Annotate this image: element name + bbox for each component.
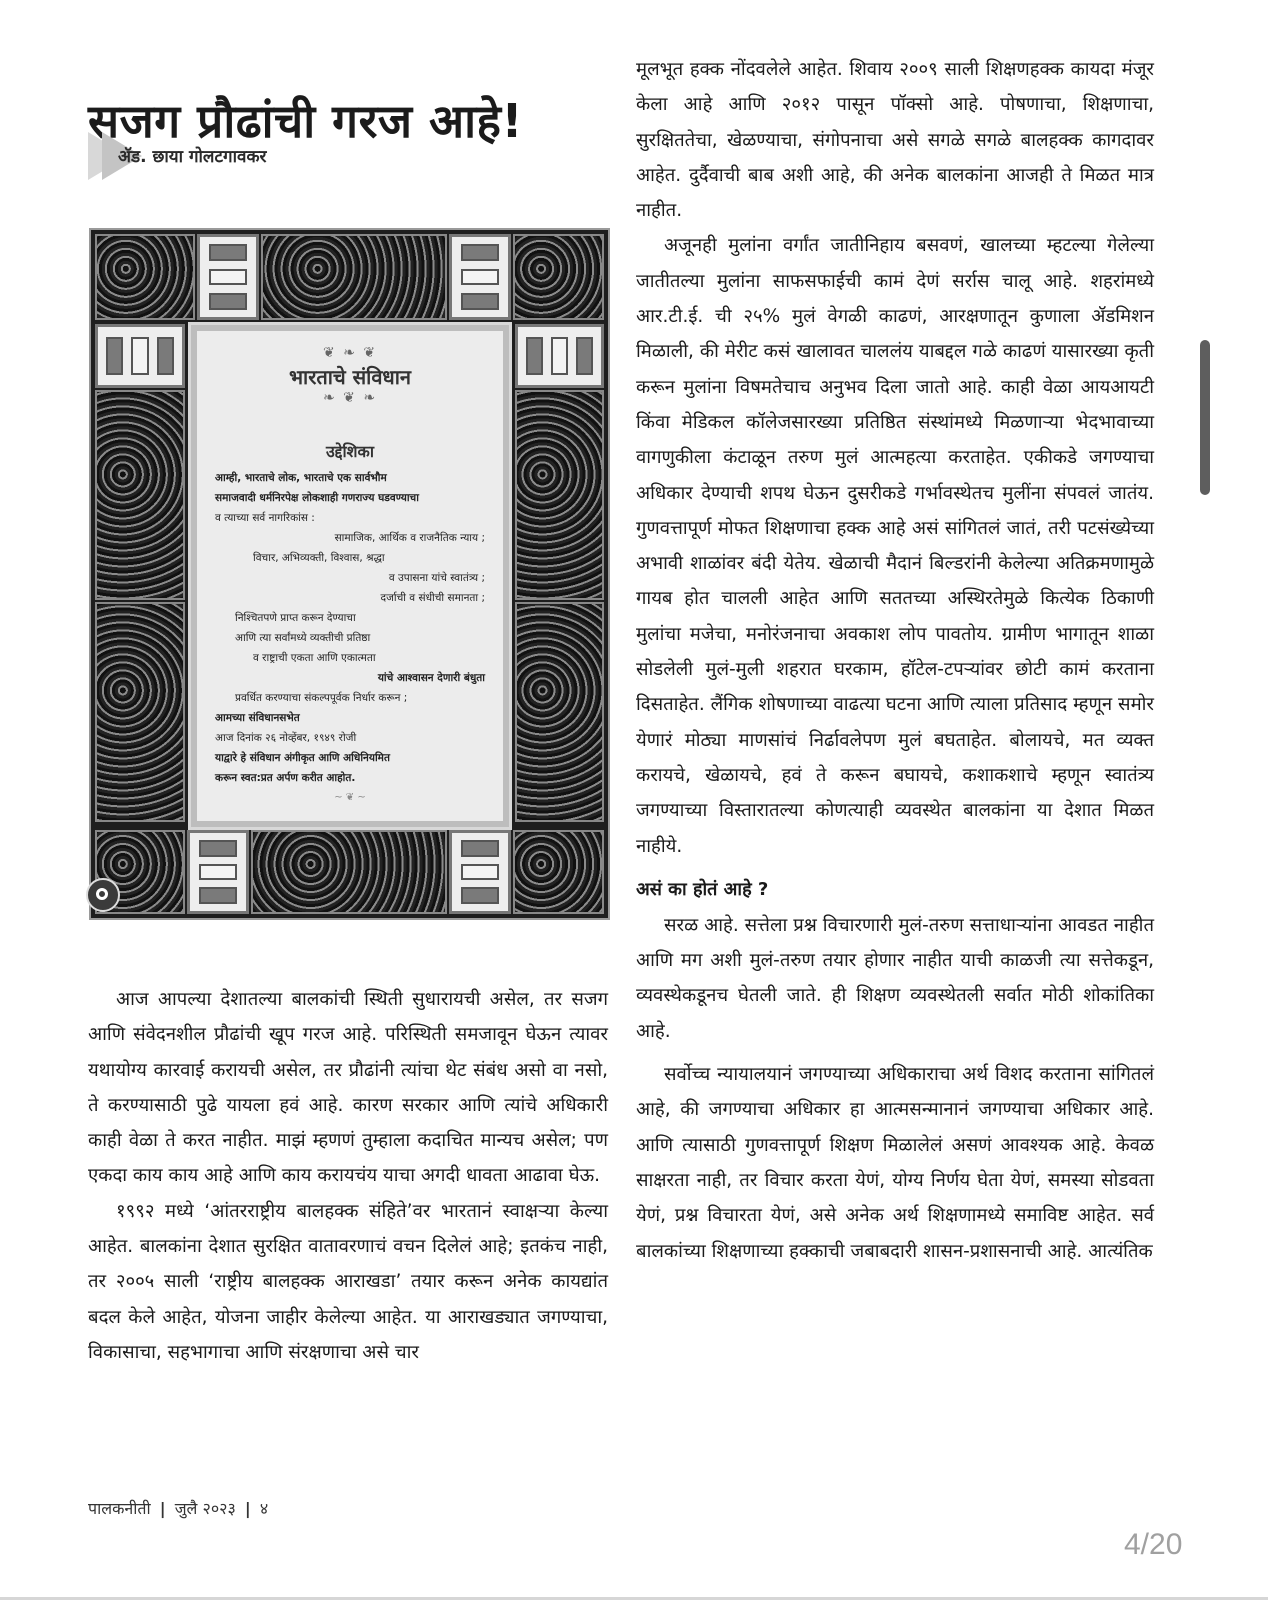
ornamental-pattern — [513, 830, 604, 914]
body-paragraph: सर्वोच्च न्यायालयानं जगण्याच्या अधिकाराचा अर्थ विशद करताना सांगितलं आहे, की जगण्याचा अधिकार हा आत्मसन्मानानं जगण्याचा अधिकार आहे. आणि त्यासाठी गुणवत्तापूर्ण शिक्षण मिळालेलं असणं आवश्यक आहे. केवळ साक्षरता नाही, तर विचार करता येणं, योग्य निर्णय घेता येणं, समस्या सोडवता येणं, प्रश्न विचारता येणं, असे अनेक अर्थ शिक्षणामध्ये समाविष्ट आहेत. सर्व बालकांच्या शिक्षणाच्या हक्काची जबाबदारी शासन-प्रशासनाची आहे. आत्यंतिक — [636, 1064, 1154, 1262]
floral-ornament-icon: ❧ ❦ ❧ — [322, 390, 378, 406]
byline — [88, 132, 488, 180]
footer-separator: | — [244, 1499, 251, 1518]
publication-name: पालकनीती — [88, 1499, 151, 1518]
ornamental-pattern — [513, 234, 604, 320]
vertical-scrollbar[interactable] — [1200, 340, 1210, 495]
constitution-title: भारताचे संविधान — [288, 365, 412, 389]
preamble-text — [197, 468, 503, 788]
preamble-line: आमच्या संविधानसभेत — [215, 712, 300, 724]
preamble-line: सामाजिक, आर्थिक व राजनैतिक न्याय ; — [334, 532, 485, 544]
decorative-tile — [449, 830, 511, 914]
author-name: ॲड. छाया गोलटगावकर — [118, 147, 267, 167]
decorative-tile — [449, 234, 511, 320]
preamble-line: याद्वारे हे संविधान अंगीकृत आणि अधिनियमित — [215, 752, 390, 764]
preamble-panel — [191, 325, 509, 827]
preamble-line: समाजवादी धर्मनिरपेक्ष लोकशाही गणराज्य घडवण्याचा — [215, 492, 419, 504]
image-search-icon[interactable] — [86, 878, 120, 912]
ornamental-pattern — [95, 602, 185, 822]
ornamental-pattern — [251, 830, 447, 914]
preamble-line: व उपासना यांचे स्वातंत्र्य ; — [388, 572, 485, 584]
preamble-line: आम्ही, भारताचे लोक, भारताचे एक सार्वभौम — [215, 472, 387, 484]
constitution-preamble-image — [89, 228, 610, 920]
preamble-line: आज दिनांक २६ नोव्हेंबर, १९४९ रोजी — [215, 732, 357, 744]
page-footer — [88, 1497, 268, 1519]
decorative-tile — [95, 324, 185, 388]
ornamental-pattern — [95, 390, 185, 600]
ornamental-pattern — [95, 234, 195, 320]
preamble-line: विचार, अभिव्यक्ती, विश्वास, श्रद्धा — [253, 552, 385, 564]
left-column — [88, 982, 608, 1370]
body-paragraph: अजूनही मुलांना वर्गांत जातीनिहाय बसवणं, खालच्या म्हटल्या गेलेल्या जातीतल्या मुलांना साफसफाईची कामं देणं सर्रास चालू आहे. शहरांमध्ये आर.टी.ई. ची २५% मुलं वेगळी काढणं, आरक्षणातून कुणाला ॲडमिशन मिळाली, की मेरीट कसं खालावत चाललंय याबद्दल गळे काढणं यासारख्या कृती करून मुलांना विषमतेचाच अनुभव दिला जातो आहे. काही वेळा आयआयटी किंवा मेडिकल कॉलेजसारख्या प्रतिष्ठित संस्थांमध्ये मिळणाऱ्या भेदभावाच्या वागणुकीला कंटाळून तरुण मुलं आत्महत्या करताहेत. एकीकडे जगण्याचा अधिकार देण्याची शपथ घेऊन दुसरीकडे गर्भावस्थेतच मुलींना संपवलं जातंय. गुणवत्तापूर्ण मोफत शिक्षणाचा हक्क आहे असं सांगितलं जातं, तरी पटसंख्येच्या अभावी शाळांवर बंदी येतेय. खेळाची मैदानं बिल्डरांनी केलेल्या अतिक्रमणामुळे गायब होत चालली आहेत आणि सततच्या अस्थिरतेमुळे कित्येक ठिकाणी मुलांचा मजेचा, मनोरंजनाचा अवकाश लोप पावतोय. ग्रामीण भागातून शाळा सोडलेली मुलं-मुली शहरात घरकाम, हॉटेल-टपऱ्यांवर छोटी कामं करताना दिसताहेत. लैंगिक शोषणाच्या वाढत्या घटना आणि त्याला प्रतिसाद म्हणून समोर येणारं मोठ्या माणसांचं निर्ढावलेपण मुलं बघताहेत. बोलायचे, मत व्यक्त करायचे, खेळायचे, हवं ते करून बघायचे, कशाकशाचे म्हणून स्वातंत्र्य जगण्याच्या विस्तारातल्या कोणत्याही व्यवस्थेत बालकांना या देशात मिळत नाहीये. — [636, 235, 1154, 857]
footer-separator: | — [159, 1499, 166, 1518]
preamble-line: करून स्वत:प्रत अर्पण करीत आहोत. — [215, 772, 356, 784]
preamble-line: निश्चितपणे प्राप्त करून देण्याचा — [235, 612, 356, 624]
decorative-tile — [187, 830, 249, 914]
issue-date: जुलै २०२३ — [174, 1499, 236, 1518]
article-title: सजग प्रौढांची गरज आहे! — [88, 93, 523, 148]
preamble-line: व राष्ट्राची एकता आणि एकात्मता — [253, 652, 376, 664]
decorative-tile — [197, 234, 259, 320]
ornamental-pattern — [515, 602, 604, 822]
decorative-tile — [515, 324, 604, 388]
floral-ornament-icon: ~ ❦ ~ — [334, 792, 366, 803]
preamble-line: आणि त्या सर्वांमध्ये व्यक्तीची प्रतिष्ठा — [235, 632, 371, 644]
body-paragraph: १९९२ मध्ये ‘आंतरराष्ट्रीय बालहक्क संहिते’वर भारतानं स्वाक्षऱ्या केल्या आहेत. बालकांना देशात सुरक्षित वातावरणाचं वचन दिलेलं आहे; इतकंच नाही, तर २००५ साली ‘राष्ट्रीय बालहक्क आराखडा’ तयार करून अनेक कायद्यांत बदल केले आहेत, योजना जाहीर केलेल्या आहेत. या आराखड्यात जगण्याचा, विकासाचा, सहभागाचा आणि संरक्षणाचा असे चार — [88, 1200, 608, 1363]
page-number: ४ — [259, 1499, 269, 1518]
preamble-line: यांचे आश्वासन देणारी बंधुता — [377, 672, 485, 684]
floral-ornament-icon: ❦ ❧ ❦ — [322, 345, 378, 361]
body-paragraph: मूलभूत हक्क नोंदवलेले आहेत. शिवाय २००९ साली शिक्षणहक्क कायदा मंजूर केला आहे आणि २०१२ पासून पॉक्सो आहे. पोषणाचा, शिक्षणाचा, सुरक्षिततेचा, खेळण्याचा, संगोपनाचा असे सगळे सगळे बालहक्क कागदावर आहेत. दुर्दैवाची बाब अशी आहे, की अनेक बालकांना आजही ते मिळत मात्र नाहीत. — [636, 59, 1154, 222]
preamble-line: प्रवर्धित करण्याचा संकल्पपूर्वक निर्धार करून ; — [235, 692, 408, 704]
body-paragraph: सरळ आहे. सत्तेला प्रश्न विचारणारी मुलं-तरुण सत्ताधाऱ्यांना आवडत नाहीत आणि मग अशी मुलं-तरुण तयार होणार नाहीत याची काळजी त्या सत्तेकडून, व्यवस्थेकडूनच घेतली जाते. ही शिक्षण व्यवस्थेतली सर्वात मोठी शोकांतिका आहे. — [636, 914, 1154, 1042]
ornamental-pattern — [515, 390, 604, 600]
ornamental-pattern — [261, 234, 447, 320]
body-paragraph: आज आपल्या देशातल्या बालकांची स्थिती सुधारायची असेल, तर सजग आणि संवेदनशील प्रौढांची खूप गरज आहे. परिस्थिती समजावून घेऊन त्यावर यथायोग्य कारवाई करायची असेल, तर प्रौढांनी त्यांचा थेट संबंध असो वा नसो, ते करण्यासाठी पुढे यायला हवं आहे. कारण सरकार आणि त्यांचे अधिकारी काही वेळा ते करत नाहीत. माझं म्हणणं तुम्हाला कदाचित मान्यच असेल; पण एकदा काय काय आहे आणि काय करायचंय याचा अगदी धावता आढावा घेऊ. — [88, 989, 608, 1187]
page-counter: 4/20 — [1124, 1528, 1183, 1561]
section-subheading: असं का होतं आहे ? — [636, 878, 769, 900]
right-column — [636, 52, 1154, 1269]
preamble-line: दर्जाची व संधीची समानता ; — [380, 592, 485, 604]
preamble-line: व त्याच्या सर्व नागरिकांस : — [215, 512, 315, 524]
preamble-heading: उद्देशिका — [326, 442, 374, 461]
